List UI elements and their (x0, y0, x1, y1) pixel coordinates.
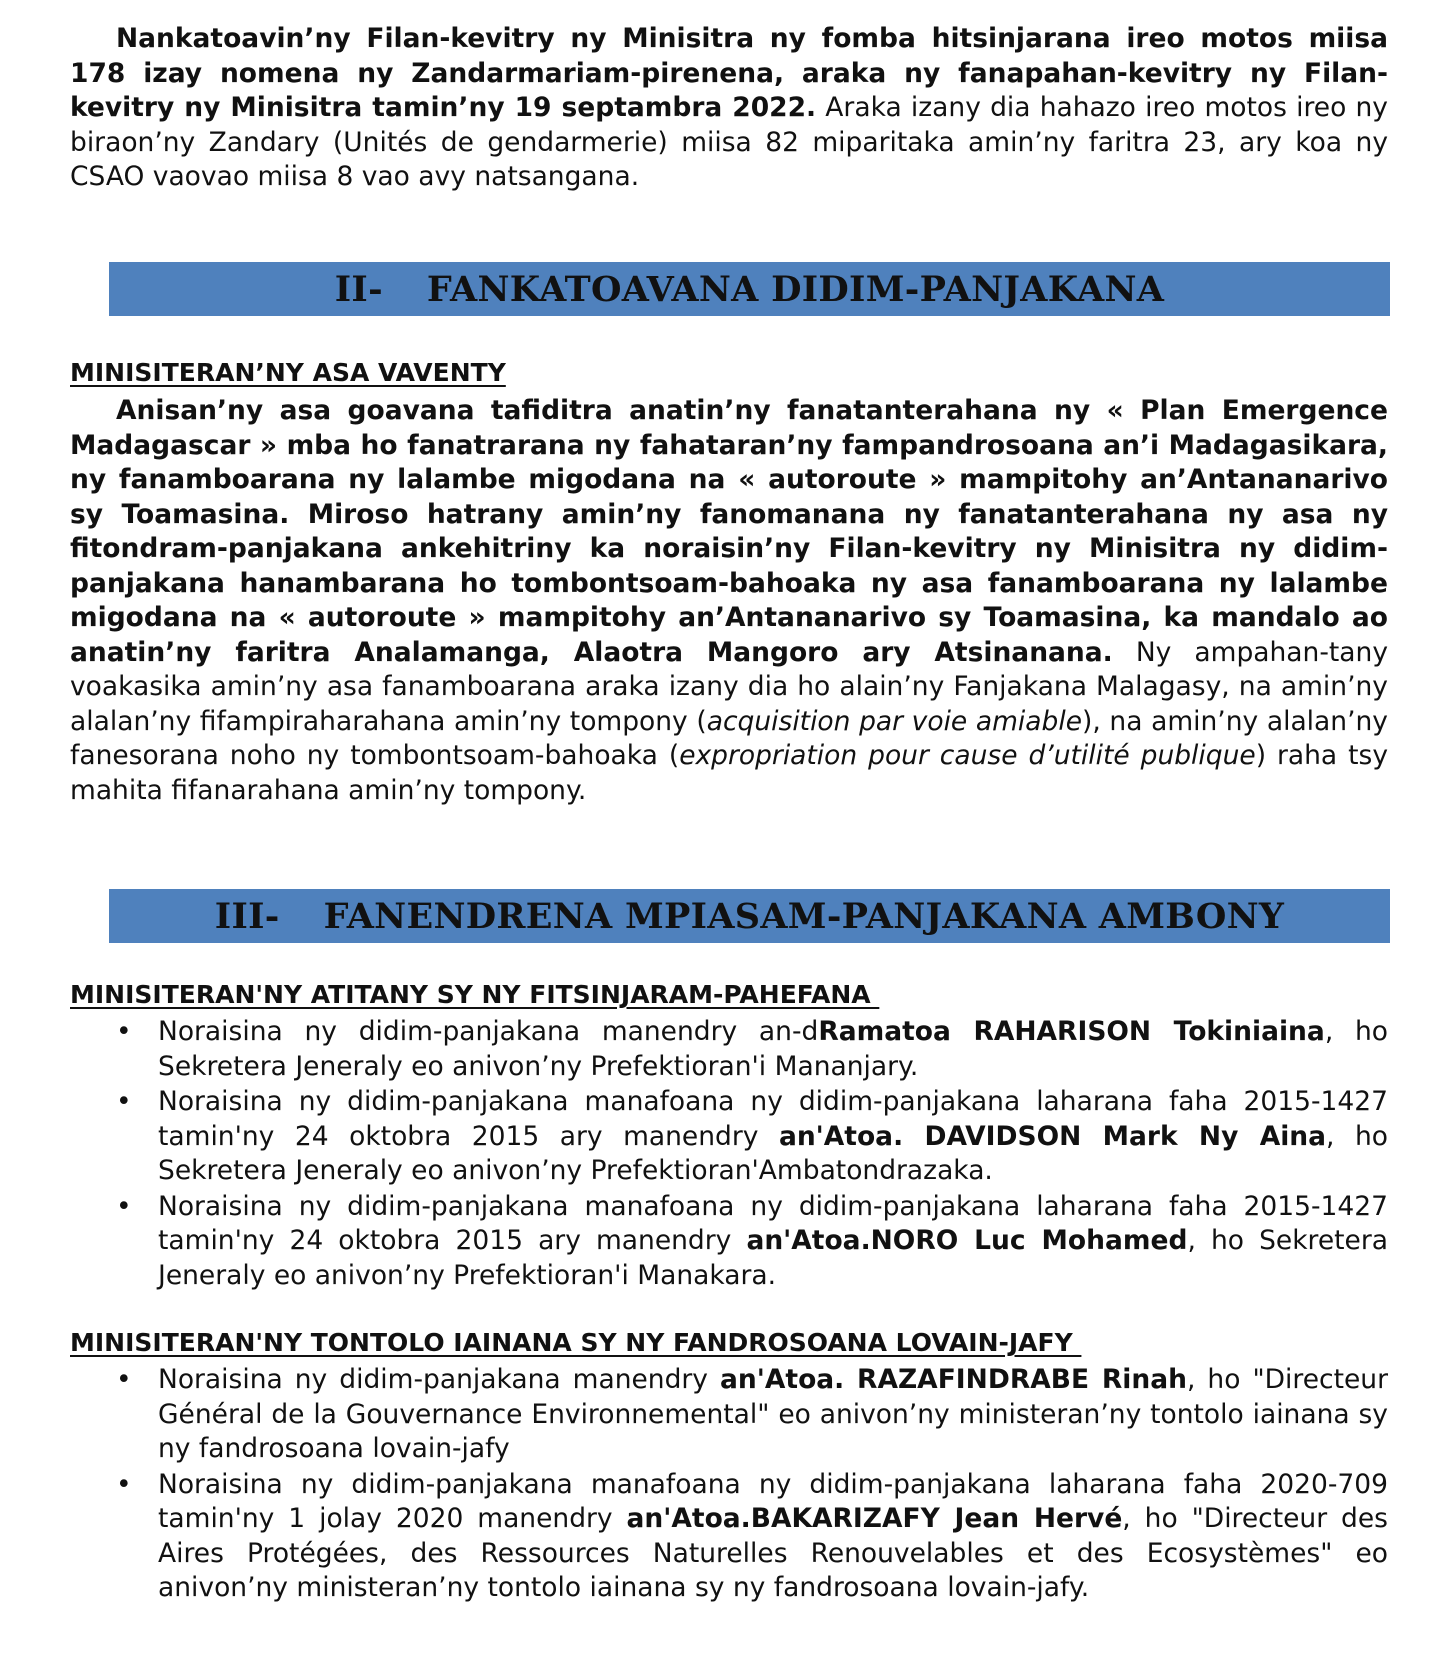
section-2-number: II- (334, 268, 383, 310)
intro-bold-text: Nankatoavin’ny Filan-kevitry ny Minisitra ny fomba hitsinjarana ireo motos miisa 178 izay nomena ny Zandarmariam-pirenena, araka ny fanapahan-kevitry ny Filan-kevitry ny Minisitra tamin’ny 19 septambra 2022. (70, 23, 1388, 123)
list-item: • Noraisina ny didim-panjakana manafoana ny didim-panjakana laharana faha 2015-1427 tamin'ny 24 oktobra 2015 ary manendry an'Atoa. DAVIDSON Mark Ny Aina, ho Sekretera Jeneraly eo anivon’ny Prefektioran'Ambatondrazaka. (116, 1086, 1388, 1186)
list-item: • Noraisina ny didim-panjakana manafoana ny didim-panjakana laharana faha 2020-709 tamin'ny 1 jolay 2020 manendry an'Atoa.BAKARIZAFY Jean Hervé, ho "Directeur des Aires Protégées, des Ressources Naturelles Renouvelables et des Ecosystèmes" eo anivon’ny ministeran’ny tontolo iainana sy ny fandrosoana lovain-jafy. (116, 1468, 1388, 1603)
section-3-header (109, 889, 1390, 943)
bullet-icon: • (116, 1190, 132, 1222)
bullet-icon: • (116, 1468, 132, 1500)
public-works-bold-text: Anisan’ny asa goavana tafiditra anatin’ny fanatanterahana ny « Plan Emergence Madagascar » mba ho fanatrarana ny fahataran’ny fampandrosoana an’i Madagasikara, ny fanamboarana ny lalambe migodana na « autoroute » mampitohy an’Antananarivo sy Toamasina. Miroso hatrany amin’ny fanomanana ny fanatanterahana ny asa ny fitondram-panjakana ankehitriny ka noraisin’ny Filan-kevitry ny Minisitra ny didim-panjakana hanambarana ho tombontsoam-bahoaka ny asa fanamboarana ny lalambe migodana na « autoroute » mampitohy an’Antananarivo sy Toamasina, ka mandalo ao anatin’ny faritra Analamanga, Alaotra Mangoro ary Atsinanana. (70, 395, 1388, 668)
section-2-header (109, 262, 1390, 316)
environment-appointments-list (70, 1363, 1388, 1606)
bullet-icon: • (116, 1364, 132, 1395)
list-item: • Noraisina ny didim-panjakana manafoana ny didim-panjakana laharana faha 2015-1427 tamin'ny 24 oktobra 2015 ary manendry an'Atoa.NORO Luc Mohamed, ho Sekretera Jeneraly eo anivon’ny Prefektioran'i Manakara. (116, 1190, 1388, 1291)
section-3-title: FANENDRENA MPIASAM-PANJAKANA AMBONY (323, 895, 1285, 937)
intro-paragraph (70, 22, 1388, 195)
public-works-paragraph (70, 394, 1388, 808)
section-2-title: FANKATOAVANA DIDIM-PANJAKANA (426, 268, 1165, 310)
bullet-icon: • (116, 1086, 132, 1117)
ministry-interior-heading: MINISITERAN'NY ATITANY SY NY FITSINJARAM-PAHEFANA (70, 980, 880, 1009)
ministry-public-works-heading: MINISITERAN’NY ASA VAVENTY (70, 358, 506, 387)
public-works-italic-1: acquisition par voie amiable (706, 705, 1083, 737)
public-works-text-2: ), na amin’ny alalan’ny fanesorana noho ny tombontsoam-bahoaka ( (70, 705, 1388, 771)
ministry-environment-heading: MINISITERAN'NY TONTOLO IAINANA SY NY FANDROSOANA LOVAIN-JAFY (70, 1328, 1082, 1357)
interior-appointments-list (70, 1015, 1388, 1293)
section-3-number: III- (214, 895, 280, 937)
public-works-text-1: Ny ampahan-tany voakasika amin’ny asa fanamboarana araka izany dia ho alain’ny Fanjakana Malagasy, na amin’ny alalan’ny fifampiraharahana amin’ny tompony ( (70, 636, 1389, 737)
list-item: • Noraisina ny didim-panjakana manendry an'Atoa. RAZAFINDRABE Rinah, ho "Directeur Général de la Gouvernance Environnemental" eo anivon’ny ministeran’ny tontolo iainana sy ny fandrosoana lovain-jafy (116, 1364, 1388, 1464)
public-works-italic-2: expropriation pour cause d’utilité publique (679, 740, 1256, 771)
intro-normal-text: Araka izany dia hahazo ireo motos ireo ny biraon’ny Zandary (Unités de gendarmerie) miisa 82 miparitaka amin’ny faritra 23, ary koa ny CSAO vaovao miisa 8 vao avy natsangana. (70, 92, 1388, 192)
bullet-icon: • (116, 1016, 132, 1047)
list-item: • Noraisina ny didim-panjakana manendry an-dRamatoa RAHARISON Tokiniaina, ho Sekretera Jeneraly eo anivon’ny Prefektioran'i Mananjary. (116, 1016, 1388, 1082)
public-works-text-3: ) raha tsy mahita fifanarahana amin’ny tompony. (70, 740, 1388, 806)
